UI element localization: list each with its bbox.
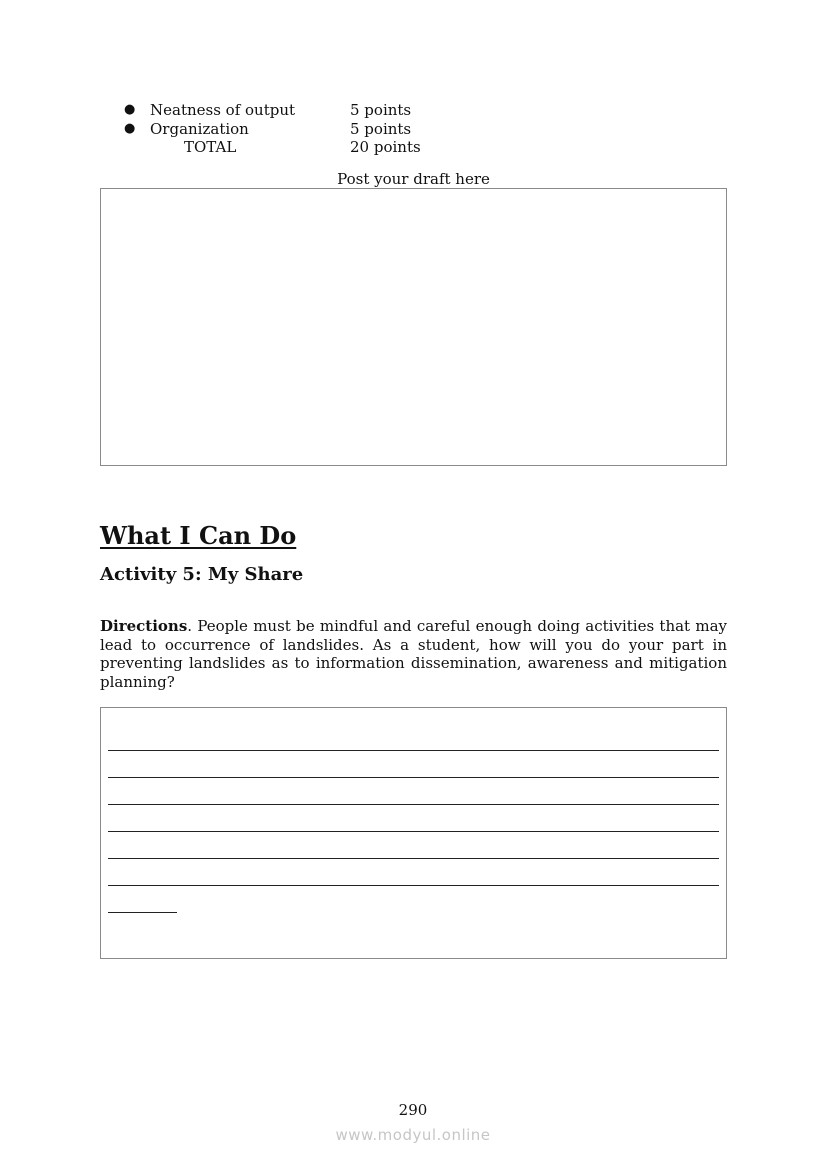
watermark: www.modyul.online xyxy=(335,1126,491,1144)
draft-caption: Post your draft here xyxy=(337,170,490,188)
rubric-item-points: 5 points xyxy=(350,120,412,138)
answer-line[interactable] xyxy=(108,912,177,913)
rubric-item-points: 5 points xyxy=(350,101,412,119)
page-number: 290 xyxy=(398,1101,428,1119)
draft-box[interactable] xyxy=(100,188,727,466)
answer-box[interactable] xyxy=(100,707,727,959)
answer-line[interactable] xyxy=(108,804,719,805)
directions-label: Directions xyxy=(100,617,188,635)
section-title: What I Can Do xyxy=(100,521,297,550)
rubric-item-neatness xyxy=(0,101,826,119)
directions-text: . People must be mindful and careful enough doing activities that may lead to occurrence of landslides. As a student, how will you do your part in preventing landslides as to information dissemination, awareness and mitigation planning? xyxy=(100,617,727,691)
rubric-item-label: Neatness of output xyxy=(150,101,296,119)
rubric-total-label: TOTAL xyxy=(184,138,237,156)
rubric-item-organization xyxy=(0,120,826,138)
answer-line[interactable] xyxy=(108,831,719,832)
bullet-icon: ● xyxy=(124,102,136,117)
bullet-icon: ● xyxy=(124,121,136,136)
directions-paragraph xyxy=(100,617,727,691)
activity-title: Activity 5: My Share xyxy=(100,564,304,585)
answer-line[interactable] xyxy=(108,858,719,859)
answer-line[interactable] xyxy=(108,750,719,751)
rubric-total-points: 20 points xyxy=(350,138,421,156)
answer-line[interactable] xyxy=(108,885,719,886)
rubric-item-label: Organization xyxy=(150,120,249,138)
answer-line[interactable] xyxy=(108,777,719,778)
rubric-total xyxy=(0,138,826,156)
